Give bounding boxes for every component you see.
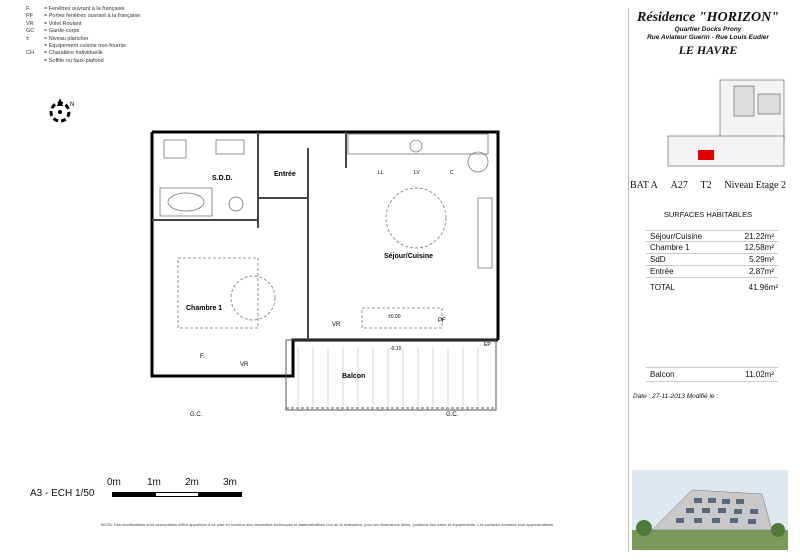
legal-notes: NOTA: Des modifications sont susceptibles d'être apportées à ce plan en fonction des nécessités techniques et administratives lors de la réalisation, pour les dimensions libres, positions des baies et équipements. Les surfaces données sont approximatives.: [100, 522, 555, 527]
city: LE HAVRE: [678, 43, 738, 57]
legend-text: = Portes fenêtres ouvrant à la française.: [44, 13, 142, 20]
legend-key: ±: [26, 35, 30, 42]
level-marker-2: -0.10: [390, 346, 402, 352]
room-sejour: Séjour/Cuisine: [384, 253, 434, 260]
legend-key: F.: [26, 6, 31, 12]
label-lv: LV: [414, 170, 420, 176]
legend: [26, 6, 176, 65]
legend-key: VR: [26, 20, 34, 27]
legend-row: [26, 36, 176, 43]
scale-tick: 3m: [223, 477, 237, 488]
legend-key: CH: [26, 50, 34, 57]
balcon-surface: [646, 367, 778, 382]
site-plan-thumbnail: [664, 76, 788, 170]
apartment-highlight: [698, 150, 714, 160]
legend-text: = Niveau plancher: [44, 35, 89, 42]
label-f: F.: [200, 354, 205, 360]
label-gc-1: G.C.: [190, 412, 203, 418]
legend-text: = Chaudière individuelle: [44, 50, 103, 57]
label-gc-2: G.C.: [446, 412, 459, 418]
legend-row: [26, 21, 176, 28]
legend-key: GC: [26, 28, 35, 35]
legend-key: [26, 58, 40, 65]
surfaces-total: [650, 283, 778, 292]
legend-row: [26, 58, 176, 65]
legend-key: [26, 43, 40, 50]
balcon-label: Balcon: [650, 370, 675, 379]
label-c: C: [450, 170, 454, 176]
building-rendering: [632, 470, 788, 550]
apartment-reference: [630, 180, 786, 191]
surface-row: SdD 5.29m²: [646, 254, 778, 266]
scale-tick: 0m: [107, 477, 121, 488]
scale-name: A3 - ECH 1/50: [30, 488, 95, 499]
label-vr-1: VR: [332, 322, 341, 328]
legend-text: = Equipement cuisine non-fournis: [44, 43, 126, 50]
surfaces-title: SURFACES HABITABLES: [663, 210, 753, 219]
legend-text: = Volet Roulant: [44, 20, 82, 27]
label-ll: LL: [378, 170, 384, 176]
floor-level: Niveau Etage 2: [724, 180, 786, 191]
scale-bar: [112, 492, 242, 497]
scale-tick: 1m: [147, 477, 161, 488]
surfaces-table: [646, 230, 778, 278]
room-entree: Entrée: [274, 171, 296, 178]
level-marker-1: ±0.00: [388, 314, 401, 320]
legend-row: [26, 43, 176, 50]
address-line-1: Quartier Docks Prony: [674, 26, 742, 33]
lot-number: A27: [670, 180, 688, 191]
label-ep: EP: [484, 342, 491, 348]
title-block: [630, 10, 786, 58]
label-pf: PF: [438, 318, 446, 324]
surface-row: Chambre 1 12.58m²: [646, 242, 778, 254]
legend-text: = Fenêtres ouvrant à la française: [44, 6, 125, 12]
legend-row: [26, 13, 176, 20]
total-value: 41.96m²: [748, 283, 778, 292]
legend-row: [26, 6, 176, 13]
apartment-type: T2: [700, 180, 712, 191]
building: BAT A: [630, 180, 658, 191]
label-vr-2: VR: [240, 362, 249, 368]
legend-key: PF: [26, 13, 34, 20]
legend-row: [26, 28, 176, 35]
room-chambre: Chambre 1: [186, 305, 223, 312]
legend-text: = Soffite ou faux-plafond: [44, 57, 104, 64]
total-label: TOTAL: [650, 283, 676, 292]
svg-text:N: N: [70, 102, 75, 108]
balcon-value: 11.02m²: [745, 370, 774, 379]
compass-icon: [40, 94, 80, 130]
legend-text: = Garde-corps: [44, 28, 80, 35]
scale-tick-labels: [100, 477, 260, 491]
scale-tick: 2m: [185, 477, 199, 488]
floor-plan: [148, 128, 508, 418]
room-sdd: S.D.D.: [212, 175, 233, 182]
address-line-2: Rue Aviateur Guerin - Rue Louis Eudier: [647, 34, 769, 41]
surface-row: Séjour/Cuisine 21.22m²: [646, 230, 778, 242]
date-line: Date : 27-11-2013 Modifié le :: [633, 393, 719, 400]
residence-name: Résidence "HORIZON": [637, 10, 779, 25]
surface-row: Entrée 2.87m²: [646, 266, 778, 278]
room-balcon: Balcon: [342, 373, 366, 380]
legend-row: [26, 50, 176, 57]
